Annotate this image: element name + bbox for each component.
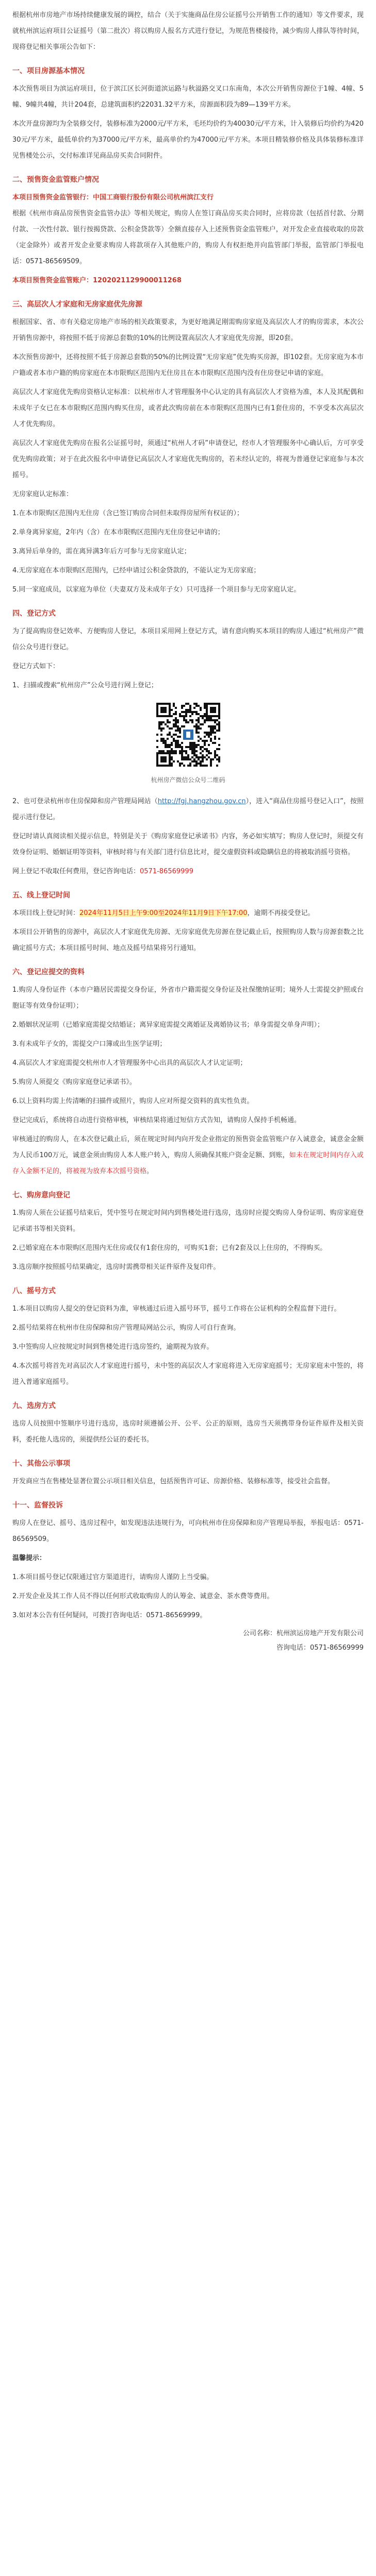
deposit-text: 审核通过的购房人，在本次登记截止后，须在规定时间内向开发企业指定的预售资金监管账户存入诚意金，诚意金金额为人民币100万元，诚意金须由购房人本人账户转入，购房人须确保其账户资金足额、到账，: [12, 1136, 364, 1159]
consult-phone: 0571-86569999: [140, 868, 193, 875]
materials-item-2: 2.婚姻状况证明（已婚家庭需提交结婚证；离异家庭需提交离婚证及离婚协议书；单身需提交单身声明）；: [12, 1021, 324, 1029]
section-3-paragraph-5: 无房家庭认定标准：: [12, 490, 73, 498]
bureau-website-link[interactable]: http://fgj.hangzhou.gov.cn: [157, 798, 246, 805]
register-step-2: [12, 793, 364, 825]
section-4-paragraph-1: 为了提高购房登记效率、方便购房人登记，本项目采用网上登记方式，请有意向购买本项目的购房人通过“杭州房产”微信公众号进行登记。: [12, 628, 364, 651]
no-house-criteria-5: 5.同一家庭成员，以家庭为单位（夫妻双方及未成年子女）只可选择一个项目参与无房家庭认定。: [12, 586, 301, 594]
section-4-paragraph-3: 登记时请认真阅读相关提示信息，特别是关于《购房家庭登记承诺书》内容，务必如实填写；购房人登记时，须提交有效身份证明、婚姻证明等资料，审核时将与有关部门进行信息比对，提交虚假资料或隐瞒信息的将被取消摇号资格。: [12, 833, 364, 856]
register-step-1: 1、扫描或搜索“杭州房产”公众号进行网上登记；: [12, 682, 158, 689]
warm-tips-title: 温馨提示：: [12, 1554, 46, 1562]
time-label: 本项目线上登记时间：: [12, 909, 80, 917]
section-3-title: 三、高层次人才家庭和无房家庭优先房源: [12, 300, 142, 309]
section-3-paragraph-1: 根据国家、省、市有关稳定房地产市场的相关政策要求，为更好地满足刚需购房家庭及高层次人才的购房需求，本次公开销售房源中，将按照不低于房源总套数的10%的比例设置高层次人才家庭优先房源，即20套。: [12, 318, 364, 342]
section-4-paragraph-4: [12, 863, 364, 879]
section-8-title: 八、摇号方式: [12, 1287, 56, 1295]
materials-item-6: 6.以上资料均需上传清晰的扫描件或照片，购房人应对所提交资料的真实性负责。: [12, 1097, 254, 1105]
step-2-text-post: ），进入“商品住房摇号登记入口”，按照提示进行登记。: [12, 798, 364, 821]
section-8-paragraph-3: 3.中签购房人应按规定时间到售楼处进行选房签约，逾期视为放弃。: [12, 1343, 214, 1351]
no-house-criteria-1: 1.在本市限购区范围内无住房（含已签订购房合同但未取得房屋所有权证的）；: [12, 510, 243, 517]
section-3-paragraph-3: 高层次人才家庭优先购房资格认定标准：以杭州市人才管理服务中心认定的具有高层次人才资格为准，本人及其配偶和未成年子女已在本市限购区范围内购买住房，或者此次购房前在本市限购区范围内已有1套住房的，不享受本次高层次人才优先购房。: [12, 388, 364, 428]
section-8-paragraph-2: 2.摇号结果将在杭州市住房保障和房产管理局网站公示，购房人可自行查询。: [12, 1324, 240, 1332]
account-label: 本项目预售资金监管账户：: [12, 277, 93, 284]
section-8-paragraph-4: 4.本次摇号将首先对高层次人才家庭进行摇号，未中签的高层次人才家庭将进入无房家庭摇号；无房家庭未中签的，将进入普通家庭摇号。: [12, 1362, 364, 1386]
warm-tip-3: 3.如对本公告有任何疑问，可拨打咨询电话：0571-86569999。: [12, 1612, 207, 1619]
materials-item-1: 1.购房人身份证件（本市户籍居民需提交身份证，外省市户籍需提交身份证及社保缴纳证明；境外人士需提交护照或台胞证等有效身份证明）；: [12, 986, 364, 1010]
no-house-criteria-2: 2.单身离异家庭，2年内（含）在本市限购区范围内无住房登记申请的；: [12, 529, 224, 536]
materials-item-4: 4.高层次人才家庭需提交杭州市人才管理服务中心出具的高层次人才认定证明；: [12, 1059, 247, 1067]
section-3-paragraph-4: 高层次人才家庭优先购房在报名公证摇号时，须通过“杭州人才码”申请登记，经市人才管理服务中心确认后，方可享受优先购房政策；对于在此次报名中申请登记高层次人才家庭优先购房的，若未经认定的，将视为普通登记家庭参与本次摇号。: [12, 439, 364, 479]
section-3-paragraph-2: 本次预售房源中，还将按照不低于房源总套数的50%的比例设置“无房家庭”优先购买房源，即102套。无房家庭为本市户籍或者本市户籍的购房家庭在本市限购区范围内无住房且在本市限购区范围内没有住房登记申请的家庭。: [12, 353, 364, 377]
section-7-paragraph-1: 1.购房人须在公证摇号结束后，凭中签号在规定时间内到售楼处进行选房，选房时应提交购房人身份证明、购房家庭登记承诺书等相关资料。: [12, 1209, 364, 1233]
warm-tip-1: 1.本项目摇号登记仅限通过官方渠道进行，请购房人谨防上当受骗。: [12, 1573, 214, 1581]
intro-paragraph: 根据杭州市房地产市场持续健康发展的调控，结合（关于实施商品住房公证摇号公开销售工作的通知）等文件要求，现就杭州滨运府项目公证摇号（第二批次）将以购房人报名方式进行登记，为规范售楼接待，减少购房人排队等待时间，现将登记相关事项公告如下：: [12, 11, 364, 51]
deposit-end: 。: [146, 1167, 154, 1175]
qr-code-container: [12, 701, 364, 771]
supervision-bank: 本项目预售资金监管银行：中国工商银行股份有限公司杭州滨江支行: [12, 194, 214, 201]
section-8-paragraph-1: 1.本项目以购房人提交的登记资料为准，审核通过后进入摇号环节，摇号工作将在公证机构的全程监督下进行。: [12, 1305, 341, 1313]
section-9-title: 九、选房方式: [12, 1402, 56, 1410]
section-1-paragraph-2: 本次开盘房源均为全装修交付，装修标准为2000元/平方米，毛坯均价约为40030元/平方米，计入装修后均价约为42030元/平方米，最低单价约为37000元/平方米，最高单价约为47000元/平方米。本项目精装修价格及具体装修标准详见售楼处公示，交付标准详见商品房买卖合同附件。: [12, 120, 364, 160]
no-house-criteria-3: 3.离异后单身的，需在离异满3年后方可参与无房家庭认定；: [12, 548, 191, 555]
qr-caption: 杭州房产微信公众号二维码: [151, 776, 225, 784]
section-2-title: 二、预售资金监管账户情况: [12, 176, 99, 184]
register-time-range: 2024年11月5日上午9:00至2024年11月9日下午17:00: [79, 909, 248, 917]
section-2-paragraph: 根据《杭州市商品房预售资金监管办法》等相关规定，购房人在签订商品房买卖合同时，应将房款（包括首付款、分期付款、一次性付款、银行按揭贷款、公积金贷款等）全额直接存入上述预售资金监管账户，对开发企业直接收取的房款（定金除外）或者开发企业要求购房人将款项存入其他账户的，购房人有权拒绝并向监管部门举报，监管部门举报电话：0571-86569509。: [12, 210, 364, 265]
section-5-paragraph-2: 本项目公开销售的房源中，高层次人才家庭优先房源、无房家庭优先房源在登记截止后，按照购房人数与房源套数之比确定摇号方式；本项目摇号时间、地点及摇号结果将另行通知。: [12, 928, 364, 952]
signature-company: 公司名称：杭州滨运房地产开发有限公司: [242, 1630, 364, 1637]
section-7-paragraph-2: 2.已婚家庭在本市限购区范围内无住房或仅有1套住房的，可购买1套；已有2套及以上住房的，不得购买。: [12, 1244, 327, 1252]
phone-label: 网上登记不收取任何费用，登记咨询电话：: [12, 868, 140, 875]
section-5-title: 五、线上登记时间: [12, 891, 70, 900]
step-2-text-pre: 2、也可登录杭州市住房保障和房产管理局网站（: [12, 798, 158, 805]
signature-contact: 咨询电话：0571-86569999: [276, 1644, 364, 1652]
section-10-paragraph-1: 开发商应当在售楼处显著位置公示项目相关信息，包括预售许可证、房源价格、装修标准等，接受社会监督。: [12, 1478, 335, 1485]
section-6-paragraph-1: 登记完成后，系统将自动进行资格审核，审核结果将通过短信方式告知，请购房人保持手机畅通。: [12, 1116, 301, 1124]
warm-tip-2: 2.开发企业及其工作人员不得以任何形式收取购房人的认筹金、诚意金、茶水费等费用。: [12, 1592, 274, 1600]
section-10-title: 十、其他公示事项: [12, 1460, 70, 1468]
section-4-paragraph-2: 登记方式如下：: [12, 663, 60, 670]
section-5-paragraph-1: [12, 905, 364, 921]
account-number: 1202021129900011268: [93, 277, 182, 284]
time-suffix: ，逾期不再接受登记。: [247, 909, 315, 917]
section-9-paragraph-1: 选房人员按照中签顺序号进行选房，选房时须遵循公开、公平、公正的原则，选房当天须携带身份证件原件及相关资料，委托他人选房的，须提供经公证的委托书。: [12, 1420, 364, 1444]
section-11-title: 十一、监督投诉: [12, 1501, 63, 1510]
no-house-criteria-4: 4.无房家庭在本市限购区范围内，已经申请过公积金贷款的，不能认定为无房家庭；: [12, 567, 260, 574]
materials-item-5: 5.购房人须提交《购房家庭登记承诺书》。: [12, 1078, 136, 1086]
section-6-paragraph-2: [12, 1131, 364, 1179]
section-1-title: 一、项目房源基本情况: [12, 67, 85, 75]
deposit-warning: 如未在规定时间内存入或存入金额不足的，将被视为放弃本次摇号资格: [12, 1151, 364, 1175]
section-11-paragraph-1: 购房人在登记、摇号、选房过程中，如发现违法违规行为，可向杭州市住房保障和房产管理局举报，举报电话：0571-86569509。: [12, 1519, 364, 1543]
supervision-account: [12, 273, 364, 289]
qr-code-icon: [154, 701, 222, 769]
materials-item-3: 3.有未成年子女的，需提交户口簿或出生医学证明；: [12, 1040, 167, 1048]
section-7-title: 七、购房意向登记: [12, 1191, 70, 1199]
section-6-title: 六、登记应提交的资料: [12, 968, 85, 976]
section-1-paragraph-1: 本次预售项目为滨运府项目，位于滨江区长河街道滨运路与秋溢路交叉口东南角，本次公开销售房源位于1幢、4幢、5幢、9幢共4幢，共计204套，总建筑面积约22031.32平方米，房源面积段为89—139平方米。: [12, 85, 364, 109]
section-7-paragraph-3: 3.选房顺序按照摇号结果确定，选房时需携带相关证件原件及复印件。: [12, 1263, 220, 1271]
section-4-title: 四、登记方式: [12, 609, 56, 618]
